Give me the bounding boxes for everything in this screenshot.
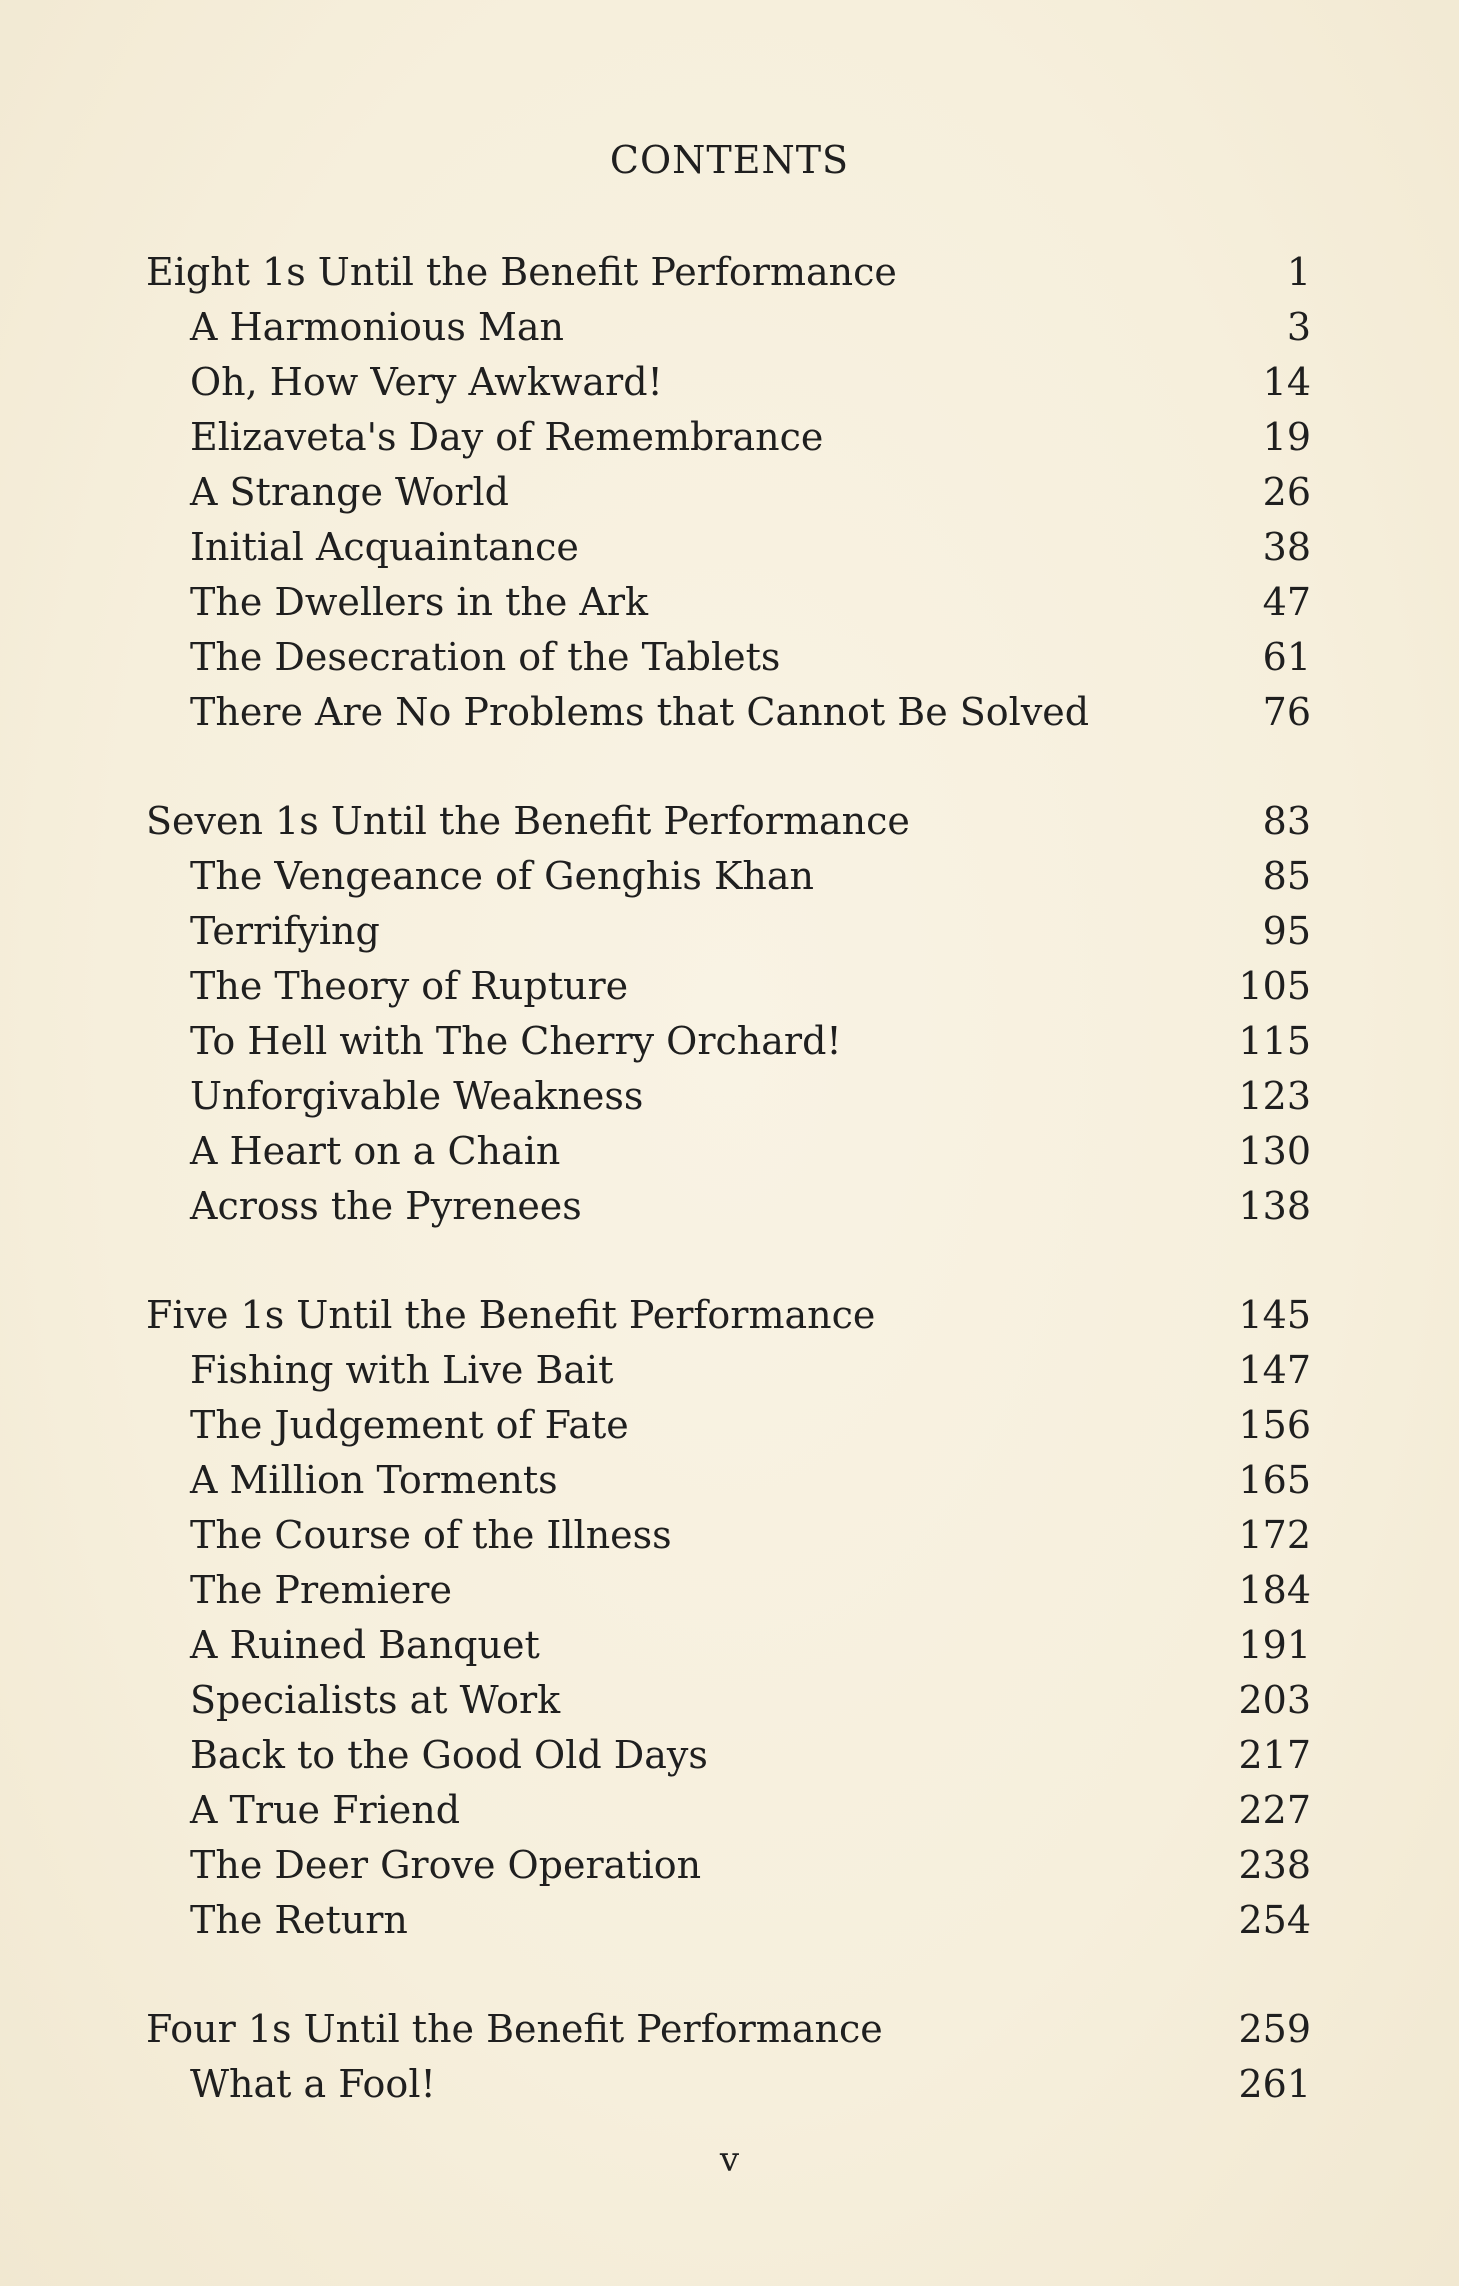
page-number: 156 xyxy=(1238,1403,1311,1447)
section-spacer xyxy=(0,1948,1459,2002)
page-number: 203 xyxy=(1238,1678,1311,1722)
chapter-row xyxy=(0,1563,1459,1618)
page-number: 259 xyxy=(1238,2007,1311,2051)
chapter-row xyxy=(0,685,1459,740)
section-spacer xyxy=(0,1234,1459,1288)
page-number: 172 xyxy=(1238,1513,1311,1557)
page-number: 95 xyxy=(1262,909,1311,953)
chapter-row xyxy=(0,1838,1459,1893)
chapter-title: The Judgement of Fate xyxy=(190,1403,629,1447)
chapter-row xyxy=(0,1343,1459,1398)
chapter-row xyxy=(0,1398,1459,1453)
chapter-row xyxy=(0,575,1459,630)
chapter-title: Specialists at Work xyxy=(190,1678,561,1722)
chapter-title: Across the Pyrenees xyxy=(190,1184,582,1228)
page-number: 191 xyxy=(1238,1623,1311,1667)
page-number: 254 xyxy=(1238,1898,1311,1942)
page-number: 165 xyxy=(1238,1458,1311,1502)
chapter-title: Terrifying xyxy=(190,909,380,953)
page-number: 83 xyxy=(1262,799,1311,843)
page-number: 1 xyxy=(1286,250,1311,294)
page-number: 238 xyxy=(1238,1843,1311,1887)
chapter-row xyxy=(0,1179,1459,1234)
chapter-row xyxy=(0,1124,1459,1179)
chapter-title: A Strange World xyxy=(190,470,510,514)
chapter-row xyxy=(0,520,1459,575)
chapter-row xyxy=(0,355,1459,410)
toc-section xyxy=(0,794,1459,1234)
chapter-title: Oh, How Very Awkward! xyxy=(190,360,663,404)
chapter-title: The Dwellers in the Ark xyxy=(190,580,649,624)
chapter-row xyxy=(0,1893,1459,1948)
part-title: Five 1s Until the Benefit Performance xyxy=(146,1293,876,1337)
page-number: 145 xyxy=(1238,1293,1311,1337)
chapter-row xyxy=(0,1783,1459,1838)
page-number: 47 xyxy=(1262,580,1311,624)
chapter-title: Back to the Good Old Days xyxy=(190,1733,708,1777)
folio-page-number: v xyxy=(719,2140,740,2180)
page-number: 14 xyxy=(1262,360,1311,404)
page-number: 138 xyxy=(1238,1184,1311,1228)
chapter-title: Initial Acquaintance xyxy=(190,525,579,569)
chapter-title: The Desecration of the Tablets xyxy=(190,635,781,679)
toc-section xyxy=(0,2002,1459,2112)
chapter-row xyxy=(0,465,1459,520)
chapter-row xyxy=(0,410,1459,465)
page-number: 130 xyxy=(1238,1129,1311,1173)
part-title: Four 1s Until the Benefit Performance xyxy=(146,2007,883,2051)
chapter-title: The Course of the Illness xyxy=(190,1513,672,1557)
page-number: 115 xyxy=(1238,1019,1311,1063)
chapter-row xyxy=(0,1618,1459,1673)
page-number: 123 xyxy=(1238,1074,1311,1118)
chapter-row xyxy=(0,1014,1459,1069)
chapter-row xyxy=(0,959,1459,1014)
toc-section xyxy=(0,1288,1459,1948)
toc-section xyxy=(0,245,1459,740)
chapter-title: There Are No Problems that Cannot Be Solved xyxy=(190,690,1090,734)
chapter-row xyxy=(0,1508,1459,1563)
page-number: 105 xyxy=(1238,964,1311,1008)
chapter-title: Fishing with Live Bait xyxy=(190,1348,614,1392)
chapter-row xyxy=(0,2057,1459,2112)
chapter-title: To Hell with The Cherry Orchard! xyxy=(190,1019,842,1063)
part-heading-row xyxy=(0,794,1459,849)
page-number: 26 xyxy=(1262,470,1311,514)
chapter-title: The Theory of Rupture xyxy=(190,964,629,1008)
page-number: 147 xyxy=(1238,1348,1311,1392)
chapter-title: The Vengeance of Genghis Khan xyxy=(190,854,814,898)
chapter-title: Unforgivable Weakness xyxy=(190,1074,644,1118)
page-number: 76 xyxy=(1262,690,1311,734)
page-number: 3 xyxy=(1286,305,1311,349)
part-title: Eight 1s Until the Benefit Performance xyxy=(146,250,897,294)
page-number: 261 xyxy=(1238,2062,1311,2106)
page-number: 227 xyxy=(1238,1788,1311,1832)
section-spacer xyxy=(0,740,1459,794)
page-number: 61 xyxy=(1262,635,1311,679)
chapter-title: A True Friend xyxy=(190,1788,461,1832)
table-of-contents xyxy=(0,245,1459,2112)
chapter-title: Elizaveta's Day of Remembrance xyxy=(190,415,824,459)
page-number: 85 xyxy=(1262,854,1311,898)
chapter-row xyxy=(0,1069,1459,1124)
chapter-title: A Heart on a Chain xyxy=(190,1129,561,1173)
chapter-row xyxy=(0,1673,1459,1728)
page-number: 217 xyxy=(1238,1733,1311,1777)
chapter-row xyxy=(0,300,1459,355)
chapter-title: A Million Torments xyxy=(190,1458,558,1502)
chapter-title: The Return xyxy=(190,1898,408,1942)
part-heading-row xyxy=(0,1288,1459,1343)
chapter-title: A Ruined Banquet xyxy=(190,1623,540,1667)
chapter-title: The Deer Grove Operation xyxy=(190,1843,702,1887)
chapter-row xyxy=(0,630,1459,685)
part-title: Seven 1s Until the Benefit Performance xyxy=(146,799,910,843)
chapter-row xyxy=(0,849,1459,904)
page-title: CONTENTS xyxy=(609,138,850,182)
chapter-row xyxy=(0,904,1459,959)
chapter-row xyxy=(0,1728,1459,1783)
page-number: 19 xyxy=(1262,415,1311,459)
chapter-title: What a Fool! xyxy=(190,2062,436,2106)
part-heading-row xyxy=(0,245,1459,300)
chapter-title: The Premiere xyxy=(190,1568,452,1612)
page-number: 184 xyxy=(1238,1568,1311,1612)
page-number: 38 xyxy=(1262,525,1311,569)
part-heading-row xyxy=(0,2002,1459,2057)
chapter-row xyxy=(0,1453,1459,1508)
chapter-title: A Harmonious Man xyxy=(190,305,564,349)
